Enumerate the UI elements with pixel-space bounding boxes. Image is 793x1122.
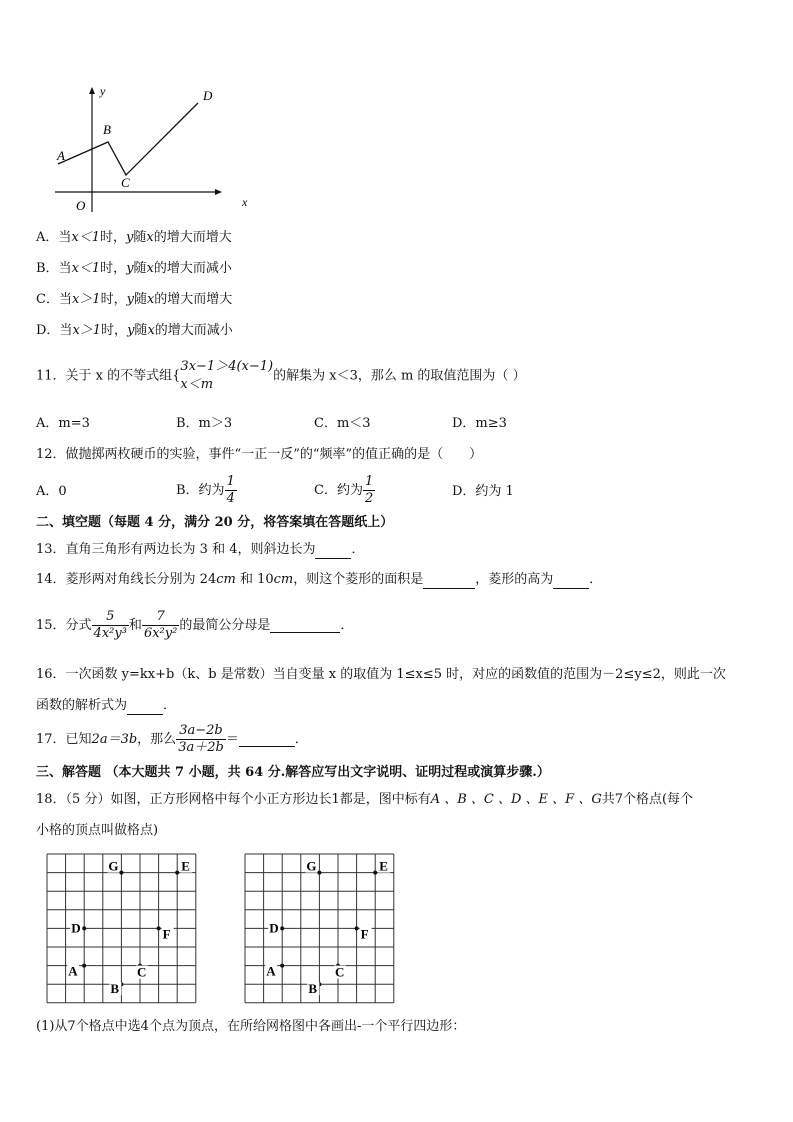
question-16-line-2: 函数的解析式为 ．	[36, 698, 177, 713]
lattice-point-label: D	[269, 920, 279, 936]
y-axis-label: y	[100, 84, 106, 98]
lattice-point-label: A	[68, 963, 78, 979]
lattice-point	[355, 926, 359, 930]
lattice-point-label: B	[308, 981, 318, 997]
section-2-heading: 二、填空题（每题 4 分，满分 20 分，将答案填在答题纸上）	[36, 515, 394, 530]
q11-option-a: A．m=3	[36, 416, 90, 431]
lattice-point-label: C	[335, 964, 345, 980]
question-17: 17．已知2a＝3b，那么 $\frac{3a-2b}{3a+2b}$ ＝ ．	[36, 723, 308, 755]
question-15: 15．分式 $\frac{5}{\text{4x²y³}}$ 和 $\frac{7}{\text{6x²y²}}$ 的最简公分母是 ．	[36, 609, 354, 641]
lattice-point	[82, 926, 86, 930]
q10-option-c: C．当x＞1时，y随x的增大而增大	[36, 292, 233, 307]
q15-answer-blank	[270, 618, 340, 633]
point-label-d: D	[203, 88, 213, 103]
x-axis-arrow	[215, 189, 222, 195]
lattice-point-label: F	[162, 926, 171, 942]
lattice-point-label: G	[306, 858, 317, 874]
function-graph	[50, 82, 250, 217]
point-label-b: B	[103, 122, 111, 137]
lattice-point-label: F	[360, 926, 369, 942]
q12-option-a: A．0	[36, 484, 67, 499]
q10-option-b: B．当x＜1时，y随x的增大而减小	[36, 261, 232, 276]
lattice-point	[119, 871, 123, 875]
q17-answer-blank	[239, 732, 295, 747]
lattice-point	[373, 871, 377, 875]
question-14: 14．菱形两对角线长分别为 24cm 和 10cm，则这个菱形的面积是 ，菱形的高为 ．	[36, 572, 603, 587]
question-12: 12．做抛掷两枚硬币的实验，事件“一正一反”的“频率”的值正确的是（ ）	[36, 447, 483, 462]
q14-height-blank	[553, 574, 589, 589]
q10-option-d: D．当x＞1时，y随x的增大而减小	[36, 323, 233, 338]
q10-option-a: A．当x＜1时，y随x的增大而增大	[36, 230, 232, 245]
question-18-part-1: (1)从7个格点中选4个点为顶点，在所给网格图中各画出-一个平行四边形：	[36, 1019, 466, 1034]
q12-option-d: D．约为 1	[452, 484, 514, 499]
point-label-c: C	[121, 175, 130, 190]
question-18-line-1: 18．（5 分）如图，正方形网格中每个小正方形边长1都是，图中标有A 、B 、C 、D 、E 、F 、G共7个格点(每个	[36, 792, 694, 807]
lattice-point	[82, 964, 86, 968]
question-16-line-1: 16．一次函数 y=kx+b（k、b 是常数）当自变量 x 的取值为 1≤x≤5 时，对应的函数值的范围为－2≤y≤2，则此一次	[36, 667, 726, 682]
q12-option-b: B．约为 $\frac{1}{4}$	[176, 474, 235, 506]
lattice-point-label: A	[266, 963, 276, 979]
question-18-line-2: 小格的顶点叫做格点)	[36, 823, 159, 838]
y-axis-arrow	[89, 87, 95, 94]
lattice-point-label: B	[110, 981, 120, 997]
origin-label: O	[76, 198, 86, 213]
point-label-a: A	[57, 148, 65, 163]
lattice-point	[175, 871, 179, 875]
lattice-point	[317, 871, 321, 875]
grid-figure-2	[243, 852, 398, 1004]
x-axis-label: x	[242, 195, 248, 209]
q11-option-c: C．m＜3	[314, 416, 371, 431]
lattice-point	[157, 926, 161, 930]
question-11: 11．关于 x 的不等式组{ 3x−1＞4(x−1) x＜m 的解集为 x＜3，那么 m 的取值范围为（ ）	[36, 359, 526, 392]
q12-option-c: C．约为 $\frac{1}{2}$	[314, 474, 374, 506]
lattice-point	[280, 964, 284, 968]
polyline-graph	[58, 103, 198, 175]
q13-answer-blank	[315, 544, 351, 559]
lattice-point-label: E	[181, 858, 190, 874]
lattice-point-label: D	[71, 920, 81, 936]
grid-figure-1	[45, 852, 200, 1004]
lattice-point	[280, 926, 284, 930]
section-3-heading: 三、解答题 （本大题共 7 小题，共 64 分.解答应写出文字说明、证明过程或演算步骤.）	[36, 765, 550, 780]
lattice-point-label: E	[379, 858, 388, 874]
q11-option-d: D．m≥3	[452, 416, 507, 431]
q14-area-blank	[423, 574, 475, 589]
q11-option-b: B．m＞3	[176, 416, 233, 431]
question-13: 13．直角三角形有两边长为 3 和 4，则斜边长为 ．	[36, 542, 365, 557]
lattice-point-label: G	[108, 858, 119, 874]
q16-answer-blank	[127, 700, 163, 715]
lattice-point-label: C	[137, 964, 147, 980]
